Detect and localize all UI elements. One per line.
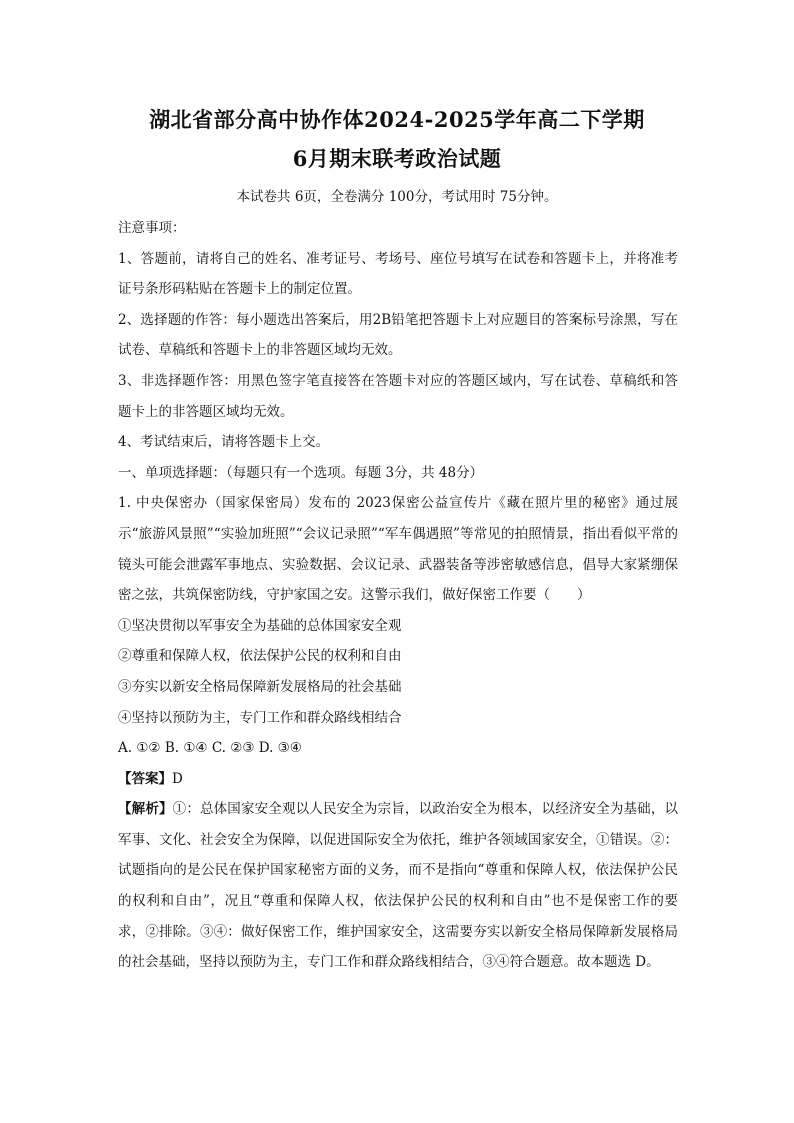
question-1-stem: 1. 中央保密办（国家保密局）发布的 2023保密公益宣传片《藏在照片里的秘密》通过展示“旅游风景照”“实验加班照”“会议记录照”“军车偶遇照”等常见的拍照情景，指出看似平常的镜头可能会泄露军事地点、实验数据、会议记录、武器装备等涉密敏感信息，倡导大家紧绷保密之弦，共筑保密防线，守护家国之安。这警示我们，做好保密工作要（ ） [118,495,678,604]
question-1-option-1: ①坚决贯彻以军事安全为基础的总体国家安全观 [118,617,402,634]
exam-body [118,213,678,978]
notice-item-2: 2、选择题的作答：每小题选出答案后，用2B铅笔把答题卡上对应题目的答案标号涂黑，写在试卷、草稿纸和答题卡上的非答题区域均无效。 [118,311,678,359]
notice-heading: 注意事项： [118,220,186,236]
question-1-option-2: ②尊重和保障人权，依法保护公民的权利和自由 [118,648,402,665]
answer-value: D [172,770,183,787]
notice-item-4: 4、考试结束后，请将答题卡上交。 [118,434,330,451]
analysis-text: ①：总体国家安全观以人民安全为宗旨，以政治安全为根本，以经济安全为基础，以军事、文化、社会安全为保障，以促进国际安全为依托，维护各领域国家安全，①错误。②：试题指向的是公民在保护国家秘密方面的义务，而不是指向“尊重和保障人权，依法保护公民的权利和自由”，况且“尊重和保障人权，依法保护公民的权利和自由”也不是保密工作的要求，②排除。③④：做好保密工作，维护国家安全，这需要夯实以新安全格局保障新发展格局的社会基础，坚持以预防为主，专门工作和群众路线相结合，③④符合题意。故本题选 D。 [118,801,679,971]
answer-label: 【答案】 [118,770,172,787]
exam-title-line1: 湖北省部分高中协作体2024-2025学年高二下学期 [149,107,645,132]
question-1-option-4: ④坚持以预防为主，专门工作和群众路线相结合 [118,709,402,726]
section-heading: 一、单项选择题：（每题只有一个选项。每题 3分，共 48分） [118,464,484,481]
analysis-label: 【解析】 [118,801,173,818]
question-1-answer [118,764,678,795]
question-1-option-3: ③夯实以新安全格局保障新发展格局的社会基础 [118,678,402,695]
exam-title-line2: 6月期末联考政治试题 [292,146,502,171]
question-1-analysis [118,794,678,978]
question-1-choices: A. ①② B. ①④ C. ②③ D. ③④ [118,740,302,757]
notice-item-1: 1、答题前，请将自己的姓名、准考证号、考场号、座位号填写在试卷和答题卡上，并将准考证号条形码粘贴在答题卡上的制定位置。 [118,250,678,298]
notice-item-3: 3、非选择题作答：用黑色签字笔直接答在答题卡对应的答题区域内，写在试卷、草稿纸和答题卡上的非答题区域均无效。 [118,372,678,420]
exam-info: 本试卷共 6页，全卷满分 100分，考试用时 75分钟。 [236,189,558,205]
